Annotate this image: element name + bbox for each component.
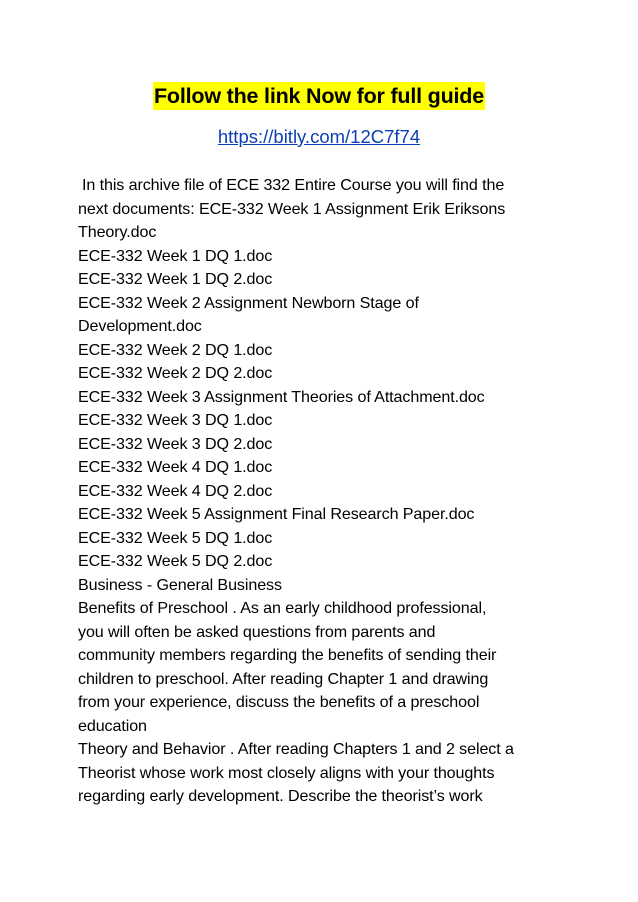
body-line: ECE-332 Week 5 DQ 1.doc [78, 528, 273, 547]
body-line: ECE-332 Week 2 Assignment Newborn Stage of [78, 293, 419, 312]
link-container [0, 124, 638, 150]
body-line: Theorist whose work most closely aligns with your thoughts [78, 763, 495, 782]
body-line: Theory and Behavior . After reading Chapters 1 and 2 select a [78, 740, 514, 758]
body-line: you will often be asked questions from parents and [78, 622, 436, 641]
body-line: ECE-332 Week 5 DQ 2.doc [78, 552, 273, 570]
body-line: education [78, 716, 147, 735]
guide-link[interactable]: https://bitly.com/12C7f74 [217, 126, 421, 147]
body-line: ECE-332 Week 1 DQ 2.doc [78, 270, 273, 288]
body-line: ECE-332 Week 2 DQ 2.doc [78, 364, 273, 382]
body-line: next documents: ECE-332 Week 1 Assignment Erik Eriksons [78, 199, 506, 218]
body-line: Benefits of Preschool . As an early childhood professional, [78, 599, 487, 617]
body-line: ECE-332 Week 3 Assignment Theories of Attachment.doc [78, 387, 485, 406]
document-body [78, 174, 598, 809]
body-line: ECE-332 Week 1 DQ 1.doc [78, 246, 273, 265]
body-line: children to preschool. After reading Chapter 1 and drawing [78, 669, 489, 688]
body-line: Development.doc [78, 317, 202, 335]
body-line: regarding early development. Describe the theorist’s work [78, 787, 483, 805]
body-line: Business - General Business [78, 575, 282, 594]
body-line: Theory.doc [78, 223, 157, 241]
body-line: ECE-332 Week 2 DQ 1.doc [78, 340, 273, 359]
body-line: from your experience, discuss the benefits of a preschool [78, 693, 480, 711]
body-line: ECE-332 Week 3 DQ 2.doc [78, 434, 273, 453]
title-container [0, 82, 638, 110]
body-line: ECE-332 Week 4 DQ 1.doc [78, 458, 273, 476]
body-line: ECE-332 Week 5 Assignment Final Research Paper.doc [78, 505, 475, 523]
page-title: Follow the link Now for full guide [153, 84, 484, 108]
body-line: In this archive file of ECE 332 Entire Course you will find the [82, 176, 505, 194]
body-line: community members regarding the benefits of sending their [78, 646, 497, 664]
body-line: ECE-332 Week 3 DQ 1.doc [78, 411, 273, 429]
body-line: ECE-332 Week 4 DQ 2.doc [78, 481, 273, 500]
